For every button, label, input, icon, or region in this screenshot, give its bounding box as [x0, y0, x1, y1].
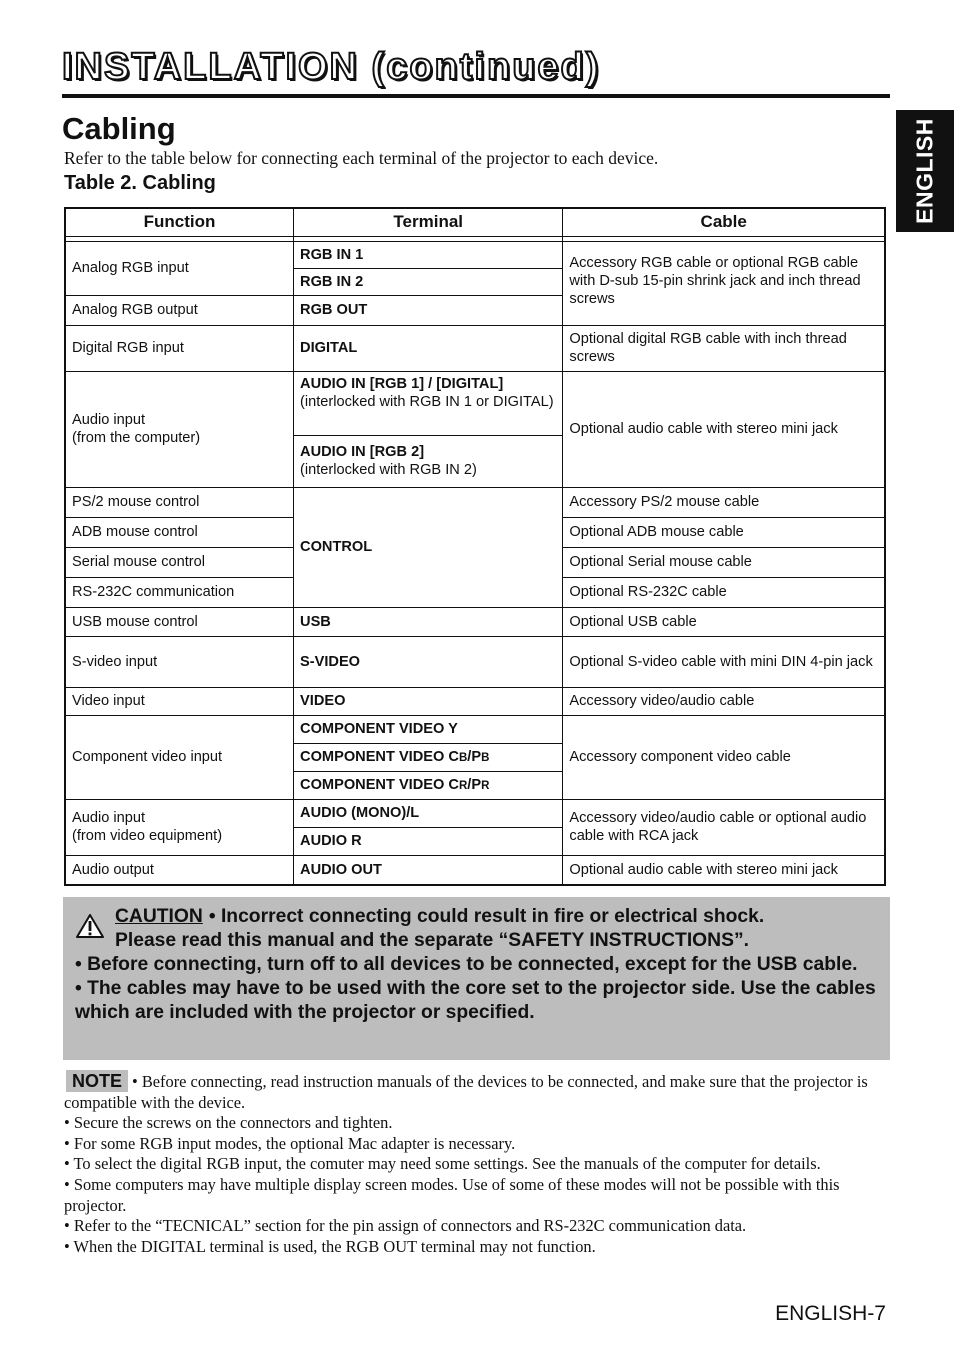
table-row: [65, 855, 885, 885]
header-cable: Cable: [563, 208, 885, 236]
cell-terminal: DIGITAL: [294, 325, 563, 371]
terminal-subscript: R: [481, 779, 490, 792]
cell-cable: Optional digital RGB cable with inch thread screws: [563, 325, 885, 371]
function-line: (from video equipment): [72, 828, 223, 844]
language-tab: [896, 110, 954, 232]
cell-terminal: [294, 435, 563, 487]
terminal-prefix: COMPONENT VIDEO C: [300, 776, 459, 793]
cell-cable: Accessory PS/2 mouse cable: [563, 487, 885, 517]
table-row: [65, 607, 885, 636]
cell-function: PS/2 mouse control: [65, 487, 294, 517]
cell-function: [65, 799, 294, 855]
caution-bullet: • The cables may have to be used with the core set to the projector side. Use the cables which are included with the projector or specified.: [75, 978, 876, 1023]
note-item: • Refer to the “TECNICAL” section for the pin assign of connectors and RS-232C communication data.: [64, 1216, 747, 1236]
table-title: Table 2. Cabling: [64, 172, 216, 194]
cell-cable: Accessory RGB cable or optional RGB cable with D-sub 15-pin shrink jack and inch thread screws: [563, 241, 885, 325]
cell-cable: Accessory component video cable: [563, 715, 885, 799]
cell-function: Digital RGB input: [65, 325, 294, 371]
caution-bullet: • Before connecting, turn off to all devices to be connected, except for the USB cable.: [75, 954, 858, 975]
note-item: • Secure the screws on the connectors and tighten.: [64, 1113, 393, 1133]
language-tab-label: ENGLISH: [911, 118, 938, 224]
cell-terminal: CONTROL: [294, 487, 563, 607]
terminal-separator: /P: [467, 748, 482, 765]
table-row: [65, 241, 885, 268]
cell-cable: Optional USB cable: [563, 607, 885, 636]
table-row: [65, 636, 885, 687]
cell-terminal: RGB OUT: [294, 295, 563, 325]
cell-function: Serial mouse control: [65, 547, 294, 577]
table-row: [65, 715, 885, 743]
cell-terminal: AUDIO R: [294, 827, 563, 855]
cell-terminal: [294, 771, 563, 799]
terminal-name: AUDIO IN [RGB 1] / [DIGITAL]: [300, 375, 504, 392]
terminal-note: (interlocked with RGB IN 2): [300, 462, 477, 478]
terminal-subscript: B: [481, 751, 490, 764]
cell-terminal: AUDIO (MONO)/L: [294, 799, 563, 827]
header-rule: [62, 94, 890, 98]
terminal-note: (interlocked with RGB IN 1 or DIGITAL): [300, 393, 554, 410]
cell-terminal: USB: [294, 607, 563, 636]
note-item: [64, 1070, 890, 1113]
cell-function: [65, 371, 294, 487]
terminal-prefix: COMPONENT VIDEO C: [300, 748, 459, 765]
intro-text: Refer to the table below for connecting each terminal of the projector to each device.: [64, 148, 659, 168]
function-line: Audio input: [72, 412, 146, 428]
cell-function: S-video input: [65, 636, 294, 687]
page-header-title: INSTALLATION (continued): [62, 46, 601, 88]
table-row: [65, 371, 885, 435]
cell-function: Audio output: [65, 855, 294, 885]
note-item: • Some computers may have multiple display screen modes. Use of some of these modes will not be possible with this projector.: [64, 1174, 840, 1215]
caution-box: [63, 897, 890, 1060]
function-line: (from the computer): [72, 430, 201, 446]
cell-terminal: [294, 371, 563, 435]
cell-terminal: COMPONENT VIDEO Y: [294, 715, 563, 743]
note-label: NOTE: [66, 1070, 128, 1092]
note-item-text: • Before connecting, read instruction manuals of the devices to be connected, and make sure that the projector is compatible with the device.: [64, 1072, 868, 1112]
table-row: [65, 325, 885, 371]
section-title: Cabling: [62, 111, 176, 146]
table-row: [65, 487, 885, 517]
cell-terminal: VIDEO: [294, 687, 563, 715]
caution-label: CAUTION: [115, 906, 203, 927]
terminal-subscript: R: [458, 779, 468, 792]
note-item: • For some RGB input modes, the optional Mac adapter is necessary.: [64, 1133, 516, 1153]
cabling-table: [64, 207, 886, 886]
caution-line-2: Please read this manual and the separate “SAFETY INSTRUCTIONS”.: [115, 930, 749, 951]
table-row: [65, 687, 885, 715]
table-row: [65, 799, 885, 827]
note-item: • When the DIGITAL terminal is used, the RGB OUT terminal may not function.: [64, 1236, 596, 1256]
cell-function: Component video input: [65, 715, 294, 799]
table-header-row: [65, 208, 885, 236]
cell-function: ADB mouse control: [65, 517, 294, 547]
header-terminal: Terminal: [294, 208, 563, 236]
cell-terminal: RGB IN 1: [294, 241, 563, 268]
terminal-name: AUDIO IN [RGB 2]: [300, 444, 425, 460]
cell-terminal: RGB IN 2: [294, 268, 563, 295]
warning-triangle-icon: [75, 913, 105, 939]
caution-line-1: • Incorrect connecting could result in fire or electrical shock.: [208, 906, 765, 927]
cell-function: USB mouse control: [65, 607, 294, 636]
terminal-subscript: B: [458, 751, 468, 764]
function-line: Audio input: [72, 810, 146, 826]
note-item: • To select the digital RGB input, the comuter may need some settings. See the manuals of the computer for details.: [64, 1154, 821, 1174]
cell-terminal: S-VIDEO: [294, 636, 563, 687]
cell-function: Analog RGB output: [65, 295, 294, 325]
cell-function: RS-232C communication: [65, 577, 294, 607]
cell-terminal: AUDIO OUT: [294, 855, 563, 885]
cell-function: Analog RGB input: [65, 241, 294, 295]
cell-cable: Accessory video/audio cable or optional audio cable with RCA jack: [563, 799, 885, 855]
cell-cable: Optional ADB mouse cable: [563, 517, 885, 547]
cell-function: Video input: [65, 687, 294, 715]
terminal-separator: /P: [467, 776, 482, 793]
caution-first-lines: [75, 905, 878, 953]
cell-cable: Optional audio cable with stereo mini jack: [563, 371, 885, 487]
cell-cable: Optional S-video cable with mini DIN 4-pin jack: [563, 636, 885, 687]
cell-terminal: [294, 743, 563, 771]
cell-cable: Accessory video/audio cable: [563, 687, 885, 715]
note-block: [64, 1070, 890, 1257]
cell-cable: Optional audio cable with stereo mini jack: [563, 855, 885, 885]
cell-cable: Optional Serial mouse cable: [563, 547, 885, 577]
page-number: ENGLISH-7: [775, 1302, 886, 1325]
cell-cable: Optional RS-232C cable: [563, 577, 885, 607]
header-function: Function: [65, 208, 294, 236]
